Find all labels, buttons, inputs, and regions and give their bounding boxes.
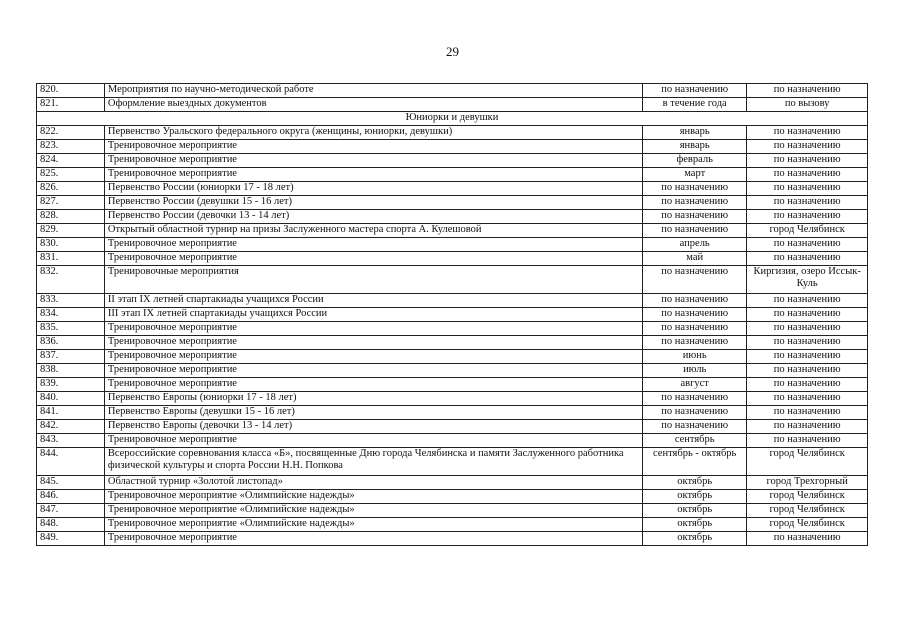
event-place: по назначению [773,322,841,333]
event-place-cell [747,224,868,238]
event-date-cell [643,140,747,154]
event-name: II этап IX летней спартакиады учащихся России [107,294,324,305]
event-place-cell [747,532,868,546]
event-name-cell [104,238,642,252]
event-name: Тренировочное мероприятие [107,378,237,389]
event-place-cell [747,238,868,252]
row-number: 841. [40,406,59,417]
event-name-cell [104,252,642,266]
event-name-cell [104,126,642,140]
event-date-cell [643,364,747,378]
section-header-row [37,112,868,126]
event-name: Тренировочное мероприятие [107,364,237,375]
event-place: по назначению [773,238,841,249]
row-number-cell [37,504,105,518]
event-name: Первенство России (девушки 15 - 16 лет) [107,196,292,207]
event-place-cell [747,84,868,98]
event-date-cell [643,420,747,434]
event-date: по назначению [661,406,729,417]
event-date-cell [643,168,747,182]
event-place: город Челябинск [769,224,845,235]
row-number: 840. [40,392,59,403]
table-row [37,238,868,252]
row-number-cell [37,392,105,406]
event-place-cell [747,350,868,364]
event-date-cell [643,378,747,392]
event-date: по назначению [661,294,729,305]
event-place: по назначению [773,252,841,263]
table-row [37,532,868,546]
event-date: июль [683,364,707,375]
row-number: 825. [40,168,59,179]
event-place: по назначению [773,308,841,319]
event-place-cell [747,392,868,406]
event-place-cell [747,336,868,350]
event-place: по назначению [773,210,841,221]
event-place: по назначению [773,126,841,137]
event-name: Тренировочное мероприятие [107,238,237,249]
event-date: по назначению [661,308,729,319]
row-number-cell [37,266,105,294]
page-number: 29 [446,44,459,59]
table-row [37,490,868,504]
events-table [36,83,868,546]
event-place-cell [747,406,868,420]
row-number: 847. [40,504,59,515]
event-place: по назначению [773,154,841,165]
event-place-cell [747,364,868,378]
row-number: 833. [40,294,59,305]
event-date: октябрь [677,532,713,543]
row-number-cell [37,434,105,448]
event-name: Тренировочное мероприятие [107,532,237,543]
row-number: 838. [40,364,59,375]
event-date-cell [643,98,747,112]
event-name: Всероссийские соревнования класса «Б», посвященные Дню города Челябинска и памяти Заслуженного работника физической культуры и спорта России Н.Н. Попкова [107,448,624,471]
event-place-cell [747,490,868,504]
row-number-cell [37,420,105,434]
event-place-cell [747,434,868,448]
event-name-cell [104,322,642,336]
event-date-cell [643,336,747,350]
table-row [37,154,868,168]
event-date-cell [643,448,747,476]
row-number-cell [37,476,105,490]
event-place: по назначению [773,336,841,347]
row-number: 821. [40,98,59,109]
table-row [37,406,868,420]
event-place: по назначению [773,378,841,389]
table-row [37,308,868,322]
row-number: 828. [40,210,59,221]
event-date-cell [643,350,747,364]
event-place: по назначению [773,420,841,431]
event-date: по назначению [661,266,729,277]
row-number: 839. [40,378,59,389]
event-date-cell [643,210,747,224]
event-name-cell [104,182,642,196]
event-name-cell [104,378,642,392]
event-place: по назначению [773,434,841,445]
event-name-cell [104,434,642,448]
row-number: 832. [40,266,59,277]
event-name-cell [104,406,642,420]
event-date: июнь [682,350,707,361]
row-number: 842. [40,420,59,431]
event-date-cell [643,224,747,238]
row-number: 837. [40,350,59,361]
row-number-cell [37,98,105,112]
event-name-cell [104,196,642,210]
event-name: III этап IX летней спартакиады учащихся России [107,308,328,319]
event-name: Тренировочное мероприятие [107,140,237,151]
event-place-cell [747,518,868,532]
event-name: Открытый областной турнир на призы Заслуженного мастера спорта А. Кулешовой [107,224,482,235]
section-title: Юниорки и девушки [37,112,868,126]
table-row [37,252,868,266]
event-place: по назначению [773,294,841,305]
event-place-cell [747,98,868,112]
table-row [37,434,868,448]
event-date: по назначению [661,392,729,403]
event-place-cell [747,140,868,154]
event-name-cell [104,308,642,322]
row-number-cell [37,84,105,98]
event-place-cell [747,294,868,308]
event-name-cell [104,210,642,224]
row-number-cell [37,294,105,308]
row-number: 849. [40,532,59,543]
row-number: 846. [40,490,59,501]
event-date: сентябрь [674,434,715,445]
table-row [37,476,868,490]
event-name-cell [104,518,642,532]
row-number: 826. [40,182,59,193]
row-number-cell [37,210,105,224]
event-date-cell [643,252,747,266]
row-number: 848. [40,518,59,529]
event-place: Киргизия, озеро Иссык-Куль [753,266,861,289]
row-number: 835. [40,322,59,333]
event-name-cell [104,154,642,168]
event-date: сентябрь - октябрь [653,448,737,459]
row-number: 822. [40,126,59,137]
event-name: Тренировочное мероприятие [107,336,237,347]
event-name-cell [104,294,642,308]
row-number: 836. [40,336,59,347]
event-place: по вызову [784,98,830,109]
event-place: город Челябинск [769,504,845,515]
row-number-cell [37,406,105,420]
row-number-cell [37,154,105,168]
event-place-cell [747,308,868,322]
event-place-cell [747,378,868,392]
event-place-cell [747,210,868,224]
event-date: по назначению [661,182,729,193]
table-row [37,448,868,476]
event-date: октябрь [677,518,713,529]
row-number-cell [37,182,105,196]
event-place: по назначению [773,392,841,403]
event-date: октябрь [677,490,713,501]
event-name: Оформление выездных документов [107,98,267,109]
event-date: октябрь [677,504,713,515]
event-name: Тренировочное мероприятие [107,252,237,263]
table-row [37,378,868,392]
event-place-cell [747,476,868,490]
table-row [37,84,868,98]
event-date-cell [643,126,747,140]
event-name-cell [104,476,642,490]
row-number: 827. [40,196,59,207]
row-number-cell [37,196,105,210]
event-place-cell [747,196,868,210]
event-date-cell [643,490,747,504]
event-name-cell [104,448,642,476]
event-name-cell [104,224,642,238]
event-date-cell [643,406,747,420]
event-place: по назначению [773,350,841,361]
row-number: 834. [40,308,59,319]
event-date-cell [643,196,747,210]
row-number-cell [37,378,105,392]
table-row [37,196,868,210]
event-place-cell [747,182,868,196]
row-number: 843. [40,434,59,445]
event-name-cell [104,98,642,112]
table-row [37,518,868,532]
event-date-cell [643,84,747,98]
event-place: по назначению [773,182,841,193]
event-place-cell [747,252,868,266]
table-row [37,350,868,364]
event-name: Первенство Европы (девочки 13 - 14 лет) [107,420,293,431]
row-number-cell [37,252,105,266]
event-name: Тренировочное мероприятие [107,154,237,165]
table-row [37,294,868,308]
event-name-cell [104,490,642,504]
event-name: Тренировочные мероприятия [107,266,239,277]
table-row [37,364,868,378]
event-name: Мероприятия по научно-методической работе [107,84,314,95]
event-date-cell [643,392,747,406]
event-place: по назначению [773,168,841,179]
event-name-cell [104,504,642,518]
event-date: по назначению [661,196,729,207]
event-date: по назначению [661,84,729,95]
event-date-cell [643,154,747,168]
row-number: 830. [40,238,59,249]
event-name-cell [104,364,642,378]
event-date-cell [643,322,747,336]
event-date: по назначению [661,420,729,431]
row-number: 829. [40,224,59,235]
event-place: город Трехгорный [766,476,848,487]
event-name: Тренировочное мероприятие [107,434,237,445]
row-number: 844. [40,448,59,459]
event-date: октябрь [677,476,713,487]
event-name: Первенство России (юниорки 17 - 18 лет) [107,182,294,193]
row-number-cell [37,518,105,532]
event-name-cell [104,140,642,154]
table-row [37,336,868,350]
event-name: Областной турнир «Золотой листопад» [107,476,283,487]
event-place: по назначению [773,196,841,207]
event-name: Первенство Европы (юниорки 17 - 18 лет) [107,392,297,403]
row-number-cell [37,140,105,154]
event-date-cell [643,434,747,448]
event-date-cell [643,294,747,308]
event-date-cell [643,238,747,252]
table-row [37,322,868,336]
event-date: апрель [679,238,710,249]
event-place-cell [747,504,868,518]
event-date: август [680,378,709,389]
row-number-cell [37,126,105,140]
row-number: 820. [40,84,59,95]
event-name-cell [104,350,642,364]
event-name: Тренировочное мероприятие [107,322,237,333]
table-body-main [37,126,868,546]
event-place-cell [747,154,868,168]
row-number-cell [37,448,105,476]
event-place: по назначению [773,364,841,375]
table-row [37,182,868,196]
table-row [37,140,868,154]
event-name-cell [104,266,642,294]
event-date: январь [679,140,710,151]
event-place-cell [747,448,868,476]
table-row [37,420,868,434]
event-name: Тренировочное мероприятие «Олимпийские надежды» [107,504,355,515]
row-number-cell [37,532,105,546]
event-place-cell [747,168,868,182]
event-place: по назначению [773,140,841,151]
event-name-cell [104,532,642,546]
table-body-before-section [37,84,868,112]
event-date: май [686,252,704,263]
event-date: в течение года [662,98,727,109]
event-name: Тренировочное мероприятие «Олимпийские надежды» [107,518,355,529]
table-row [37,98,868,112]
event-name: Первенство России (девочки 13 - 14 лет) [107,210,290,221]
event-date: по назначению [661,336,729,347]
event-date: февраль [676,154,713,165]
event-name: Первенство Уральского федерального округа (женщины, юниорки, девушки) [107,126,453,137]
table-row [37,210,868,224]
table-row [37,266,868,294]
event-name-cell [104,336,642,350]
row-number-cell [37,336,105,350]
event-place-cell [747,266,868,294]
event-date: по назначению [661,210,729,221]
event-place-cell [747,126,868,140]
row-number: 845. [40,476,59,487]
row-number-cell [37,364,105,378]
table-row [37,224,868,238]
row-number-cell [37,168,105,182]
row-number-cell [37,490,105,504]
event-date-cell [643,518,747,532]
event-name: Тренировочное мероприятие [107,350,237,361]
event-date: по назначению [661,224,729,235]
event-place: город Челябинск [769,518,845,529]
event-place: по назначению [773,532,841,543]
table-row [37,168,868,182]
row-number-cell [37,308,105,322]
table-row [37,504,868,518]
row-number: 831. [40,252,59,263]
event-date: март [684,168,706,179]
event-name-cell [104,84,642,98]
event-name: Тренировочное мероприятие [107,168,237,179]
event-name-cell [104,168,642,182]
row-number: 823. [40,140,59,151]
event-place-cell [747,322,868,336]
row-number-cell [37,224,105,238]
row-number: 824. [40,154,59,165]
event-date-cell [643,476,747,490]
event-place: по назначению [773,84,841,95]
event-name-cell [104,392,642,406]
row-number-cell [37,350,105,364]
table-row [37,392,868,406]
table-row [37,126,868,140]
event-place: город Челябинск [769,448,845,459]
event-date: по назначению [661,322,729,333]
event-name-cell [104,420,642,434]
section-header-group [37,112,868,126]
event-name: Тренировочное мероприятие «Олимпийские надежды» [107,490,355,501]
event-date-cell [643,308,747,322]
event-place-cell [747,420,868,434]
event-date-cell [643,532,747,546]
row-number-cell [37,238,105,252]
event-date-cell [643,266,747,294]
event-date: январь [679,126,710,137]
event-place: город Челябинск [769,490,845,501]
event-date-cell [643,182,747,196]
event-place: по назначению [773,406,841,417]
event-name: Первенство Европы (девушки 15 - 16 лет) [107,406,295,417]
row-number-cell [37,322,105,336]
event-date-cell [643,504,747,518]
